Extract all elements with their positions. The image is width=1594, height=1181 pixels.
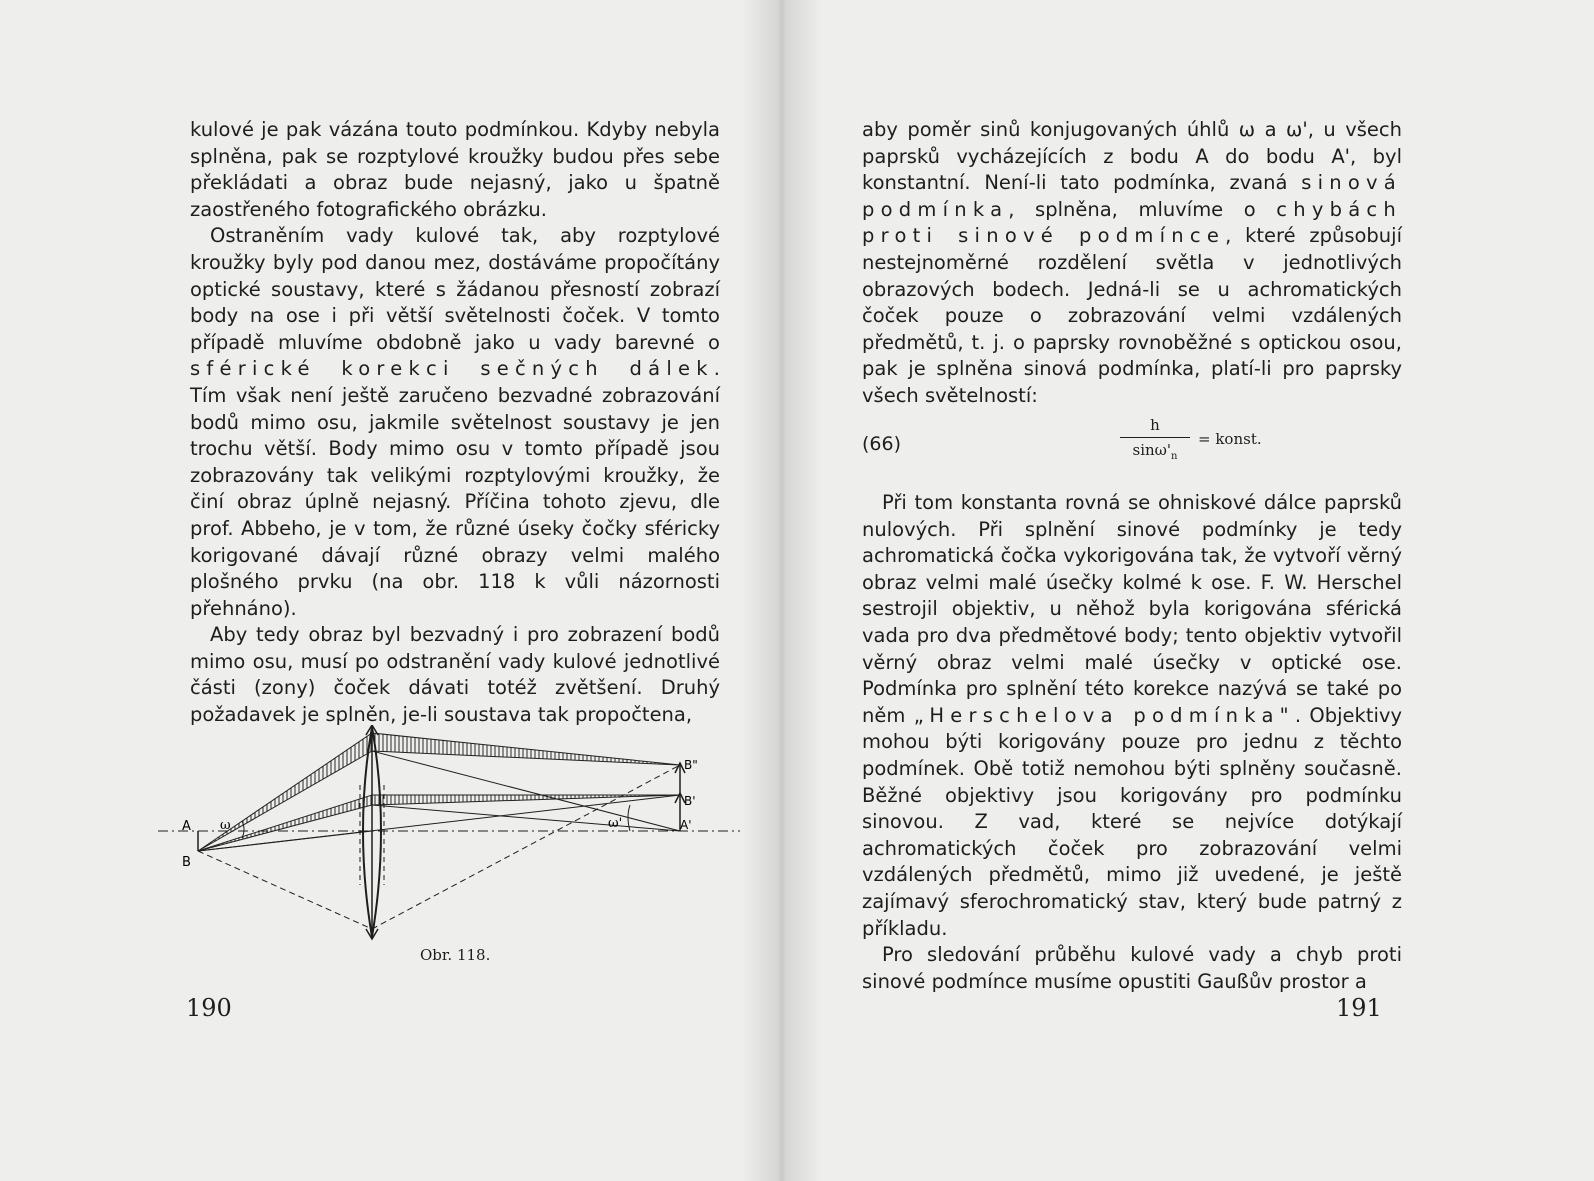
right-paragraph-2-part-a: Při tom konstanta rovná se ohniskové dálce paprsků nulových. Při splnění sinové podmínky je tedy achromatická čočka vykorigována tak, že vytvoří věrný obraz velmi malé úsečky kolmé k ose. F. W. Herschel sestrojil objektiv, u něhož byla korigována sférická vada pro dva předmětové body; tento objektiv vytvořil věrný obraz velmi malé úsečky v optické ose. Podmínka pro splnění této korekce nazývá se také po něm bbox=[862, 491, 1402, 727]
left-paragraph-3: Aby tedy obraz byl bezvadný i pro zobrazení bodů mimo osu, musí po odstranění vady kulové jednotlivé části (zony) čoček dávati totéž zvětšení. Druhý požadavek je splněn, je-li soustava tak propočtena, bbox=[190, 623, 720, 727]
label-A: A bbox=[182, 819, 191, 834]
equation-fraction bbox=[1120, 415, 1190, 467]
right-paragraph-2 bbox=[862, 490, 1402, 942]
label-B: B bbox=[182, 855, 191, 870]
right-paragraph-1 bbox=[862, 117, 1402, 410]
page-number-right: 191 bbox=[1336, 994, 1382, 1022]
label-omega: ω bbox=[220, 818, 231, 833]
left-paragraph-2-part-b: . Tím však není ještě zaručeno bezvadné zobrazování bodů mimo osu, jakmile světelnost soustavy je jen trochu větší. Body mimo osu v tomto případě jsou zobrazovány tak velikými rozptylovými kroužky, že činí obraz úplně nejasný. Příčina tohoto zjevu, dle prof. Abbeho, je v tom, že různé úseky čočky sféricky korigované dávají různé obrazy velmi malého plošného prvku (na obr. 118 k vůli názornosti přehnáno). bbox=[190, 357, 720, 620]
left-paragraph-1: kulové je pak vázána touto podmínkou. Kdyby nebyla splněna, pak se rozptylové kroužky budou přes sebe překládati a obraz bude nejasný, jako u špatně zaostřeného fotografického obrázku. bbox=[190, 118, 720, 221]
label-B-prime: B' bbox=[684, 794, 696, 808]
right-paragraph-1-part-c: , které způsobují nestejnoměrné rozdělení světla v jednotlivých obrazových bodech. Jedná-li se u achromatických čoček pouze o zobrazování velmi vzdálených předmětů, t. j. o paprsky rovnoběžné s optickou osou, pak je splněna sinová podmínka, platí-li pro paprsky všech světelností: bbox=[862, 224, 1402, 407]
right-paragraph-3: Pro sledování průběhu kulové vady a chyb proti sinové podmínce musíme opustiti Gaußův prostor a bbox=[862, 943, 1402, 993]
equation-label: (66) bbox=[862, 433, 902, 455]
fraction-bar bbox=[1120, 437, 1190, 438]
left-page-text bbox=[190, 117, 720, 729]
label-omega-prime: ω' bbox=[608, 816, 623, 831]
figure-118-diagram bbox=[150, 725, 750, 945]
upper-image-bundle bbox=[372, 733, 680, 765]
page-number-left: 190 bbox=[186, 994, 232, 1022]
left-page bbox=[0, 0, 780, 1181]
left-paragraph-2-part-a: Ostraněním vady kulové tak, aby rozptylové kroužky byly pod danou mez, dostáváme propočítány optické soustavy, které s žádanou přesností zobrazí body na ose i při větší světelnosti čoček. V tomto případě mluvíme obdobně jako u vady barevné o bbox=[190, 224, 720, 354]
equation-denominator bbox=[1120, 440, 1190, 467]
right-page bbox=[796, 0, 1594, 1181]
equation-denominator-subscript: n bbox=[1171, 451, 1178, 462]
right-paragraph-1-spaced-term-1: sinová podmínka bbox=[862, 171, 1402, 221]
right-paragraph-2-spaced-term: „Herschelova podmínka" bbox=[913, 703, 1295, 727]
label-A-prime: A' bbox=[680, 818, 692, 832]
label-B-double-prime: B" bbox=[684, 758, 698, 772]
figure-caption: Obr. 118. bbox=[420, 946, 491, 964]
right-page-text-top bbox=[862, 117, 1402, 410]
right-paragraph-1-part-b: , splněna, mluvíme o bbox=[1008, 197, 1277, 221]
left-paragraph-2 bbox=[190, 223, 720, 622]
equation-numerator: h bbox=[1150, 416, 1160, 434]
right-paragraph-2-part-b: . Objektivy mohou býti korigovány pouze pro jednu z těchto podmínek. Obě totiž nemohou býti splněny současně. Běžné objektivy jsou korigovány pro podmínku sinovou. Z vad, které se nejvíce dotýkají achromatických čoček pro zobrazování velmi vzdálených předmětů, mimo již uvedené, je ještě zajímavý sferochromatický stav, který bude patrný z příkladu. bbox=[862, 703, 1402, 940]
equation-denominator-main: sinω' bbox=[1132, 441, 1172, 459]
right-paragraph-1-part-a: aby poměr sinů konjugovaných úhlů ω a ω', u všech paprsků vycházejících z bodu A do bodu A', byl konstantní. Není-li tato podmínka, zvaná bbox=[862, 118, 1402, 195]
left-paragraph-2-spaced-term: sférické korekci sečných dálek bbox=[190, 357, 714, 381]
right-paragraph-1-spaced-term-2: chybách proti sinové podmínce bbox=[862, 197, 1402, 248]
upper-ray-bundle bbox=[198, 733, 372, 851]
equation-rest: = konst. bbox=[1198, 430, 1262, 448]
right-page-text-bottom bbox=[862, 490, 1402, 995]
equation-66 bbox=[862, 416, 1402, 489]
